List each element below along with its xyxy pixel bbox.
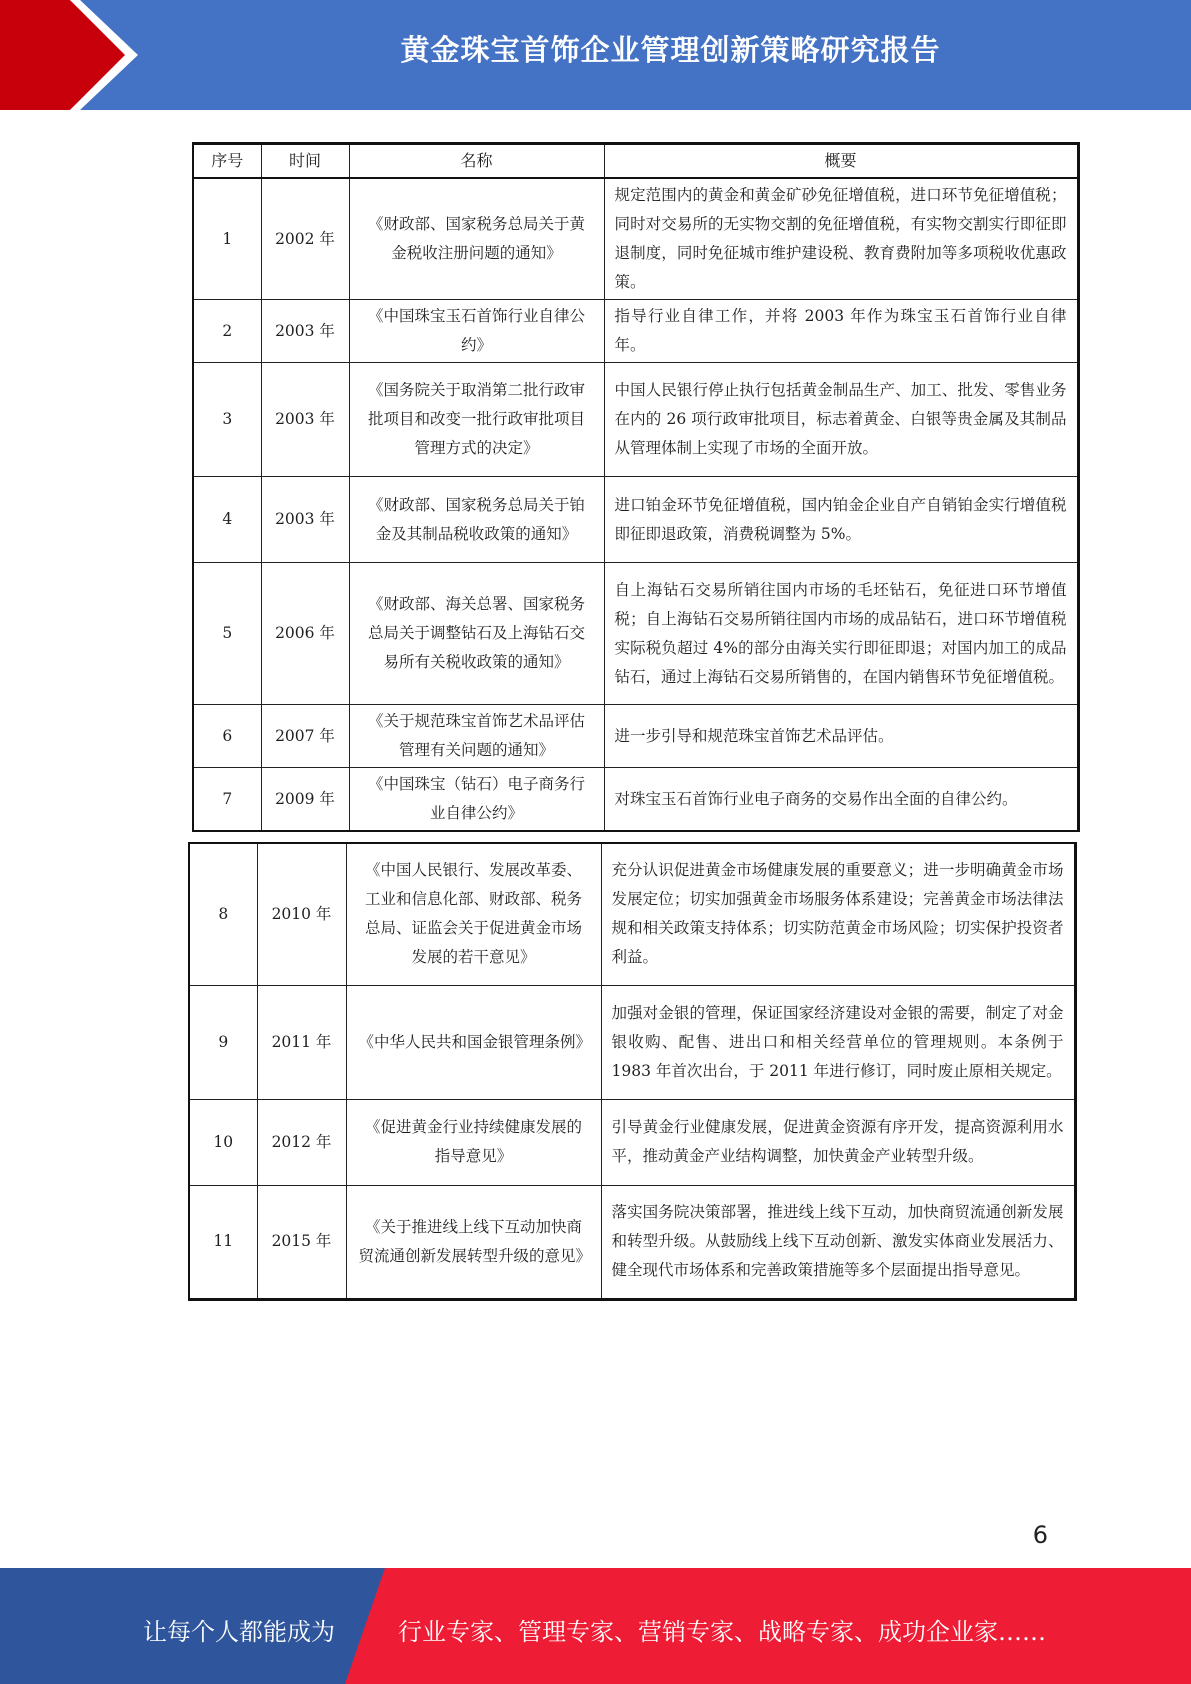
table-row <box>193 768 1078 832</box>
policy-table-part2 <box>188 842 1077 1301</box>
page-title: 黄金珠宝首饰企业管理创新策略研究报告 <box>400 33 941 67</box>
policy-table-part1 <box>192 142 1080 832</box>
row-no: 6 <box>193 705 261 768</box>
row-year: 2015 年 <box>257 1185 346 1299</box>
row-no: 10 <box>189 1099 257 1185</box>
row-year: 2012 年 <box>257 1099 346 1185</box>
row-name: 《关于规范珠宝首饰艺术品评估管理有关问题的通知》 <box>349 705 604 768</box>
table-row <box>193 477 1078 563</box>
row-year: 2003 年 <box>261 300 349 363</box>
row-year: 2002 年 <box>261 178 349 300</box>
row-summary: 加强对金银的管理，保证国家经济建设对金银的需要，制定了对金银收购、配售、进出口和相关经营单位的管理规则。本条例于 1983 年首次出台，于 2011 年进行修订，同时废止原相关规定。 <box>601 985 1075 1099</box>
footer-slogan-right: 行业专家、管理专家、营销专家、战略专家、成功企业家…… <box>398 1618 1046 1646</box>
table-row <box>189 1185 1075 1299</box>
row-summary: 进一步引导和规范珠宝首饰艺术品评估。 <box>604 705 1078 768</box>
row-name: 《中国人民银行、发展改革委、工业和信息化部、财政部、税务总局、证监会关于促进黄金市场发展的若干意见》 <box>346 843 601 985</box>
table-header-row <box>193 144 1078 179</box>
row-no: 5 <box>193 563 261 705</box>
row-name: 《国务院关于取消第二批行政审批项目和改变一批行政审批项目管理方式的决定》 <box>349 363 604 477</box>
row-no: 4 <box>193 477 261 563</box>
column-header-name: 名称 <box>349 144 604 179</box>
table-row <box>193 563 1078 705</box>
row-no: 8 <box>189 843 257 985</box>
table-row <box>193 300 1078 363</box>
row-summary: 指导行业自律工作，并将 2003 年作为珠宝玉石首饰行业自律年。 <box>604 300 1078 363</box>
row-name: 《财政部、国家税务总局关于铂金及其制品税收政策的通知》 <box>349 477 604 563</box>
row-no: 1 <box>193 178 261 300</box>
table-row <box>193 178 1078 300</box>
page-header <box>0 0 1191 110</box>
row-summary: 进口铂金环节免征增值税，国内铂金企业自产自销铂金实行增值税即征即退政策，消费税调整为 5%。 <box>604 477 1078 563</box>
page-footer <box>0 1568 1191 1684</box>
row-name: 《中国珠宝（钻石）电子商务行业自律公约》 <box>349 768 604 832</box>
row-no: 9 <box>189 985 257 1099</box>
row-summary: 自上海钻石交易所销往国内市场的毛坯钻石，免征进口环节增值税；自上海钻石交易所销往国内市场的成品钻石，进口环节增值税实际税负超过 4%的部分由海关实行即征即退；对国内加工的成品钻石，通过上海钻石交易所销售的，在国内销售环节免征增值税。 <box>604 563 1078 705</box>
table-row <box>193 363 1078 477</box>
row-year: 2003 年 <box>261 477 349 563</box>
row-year: 2010 年 <box>257 843 346 985</box>
footer-slogan-left: 让每个人都能成为 <box>143 1618 335 1646</box>
row-name: 《财政部、国家税务总局关于黄金税收注册问题的通知》 <box>349 178 604 300</box>
column-header-summary: 概要 <box>604 144 1078 179</box>
table-row <box>189 985 1075 1099</box>
row-no: 2 <box>193 300 261 363</box>
row-name: 《中国珠宝玉石首饰行业自律公约》 <box>349 300 604 363</box>
row-no: 7 <box>193 768 261 832</box>
row-year: 2009 年 <box>261 768 349 832</box>
row-name: 《促进黄金行业持续健康发展的指导意见》 <box>346 1099 601 1185</box>
table-row <box>189 843 1075 985</box>
row-summary: 对珠宝玉石首饰行业电子商务的交易作出全面的自律公约。 <box>604 768 1078 832</box>
row-year: 2003 年 <box>261 363 349 477</box>
page-number: 6 <box>1032 1521 1048 1549</box>
row-no: 11 <box>189 1185 257 1299</box>
row-name: 《财政部、海关总署、国家税务总局关于调整钻石及上海钻石交易所有关税收政策的通知》 <box>349 563 604 705</box>
row-name: 《关于推进线上线下互动加快商贸流通创新发展转型升级的意见》 <box>346 1185 601 1299</box>
row-no: 3 <box>193 363 261 477</box>
row-summary: 落实国务院决策部署，推进线上线下互动，加快商贸流通创新发展和转型升级。从鼓励线上线下互动创新、激发实体商业发展活力、健全现代市场体系和完善政策措施等多个层面提出指导意见。 <box>601 1185 1075 1299</box>
row-summary: 中国人民银行停止执行包括黄金制品生产、加工、批发、零售业务在内的 26 项行政审批项目，标志着黄金、白银等贵金属及其制品从管理体制上实现了市场的全面开放。 <box>604 363 1078 477</box>
row-year: 2006 年 <box>261 563 349 705</box>
table-row <box>193 705 1078 768</box>
row-summary: 充分认识促进黄金市场健康发展的重要意义；进一步明确黄金市场发展定位；切实加强黄金市场服务体系建设；完善黄金市场法律法规和相关政策支持体系；切实防范黄金市场风险；切实保护投资者利益。 <box>601 843 1075 985</box>
row-name: 《中华人民共和国金银管理条例》 <box>346 985 601 1099</box>
row-year: 2011 年 <box>257 985 346 1099</box>
row-summary: 规定范围内的黄金和黄金矿砂免征增值税，进口环节免征增值税；同时对交易所的无实物交割的免征增值税，有实物交割实行即征即退制度，同时免征城市维护建设税、教育费附加等多项税收优惠政策。 <box>604 178 1078 300</box>
table-row <box>189 1099 1075 1185</box>
row-year: 2007 年 <box>261 705 349 768</box>
column-header-no: 序号 <box>193 144 261 179</box>
row-summary: 引导黄金行业健康发展，促进黄金资源有序开发，提高资源利用水平，推动黄金产业结构调整，加快黄金产业转型升级。 <box>601 1099 1075 1185</box>
column-header-year: 时间 <box>261 144 349 179</box>
